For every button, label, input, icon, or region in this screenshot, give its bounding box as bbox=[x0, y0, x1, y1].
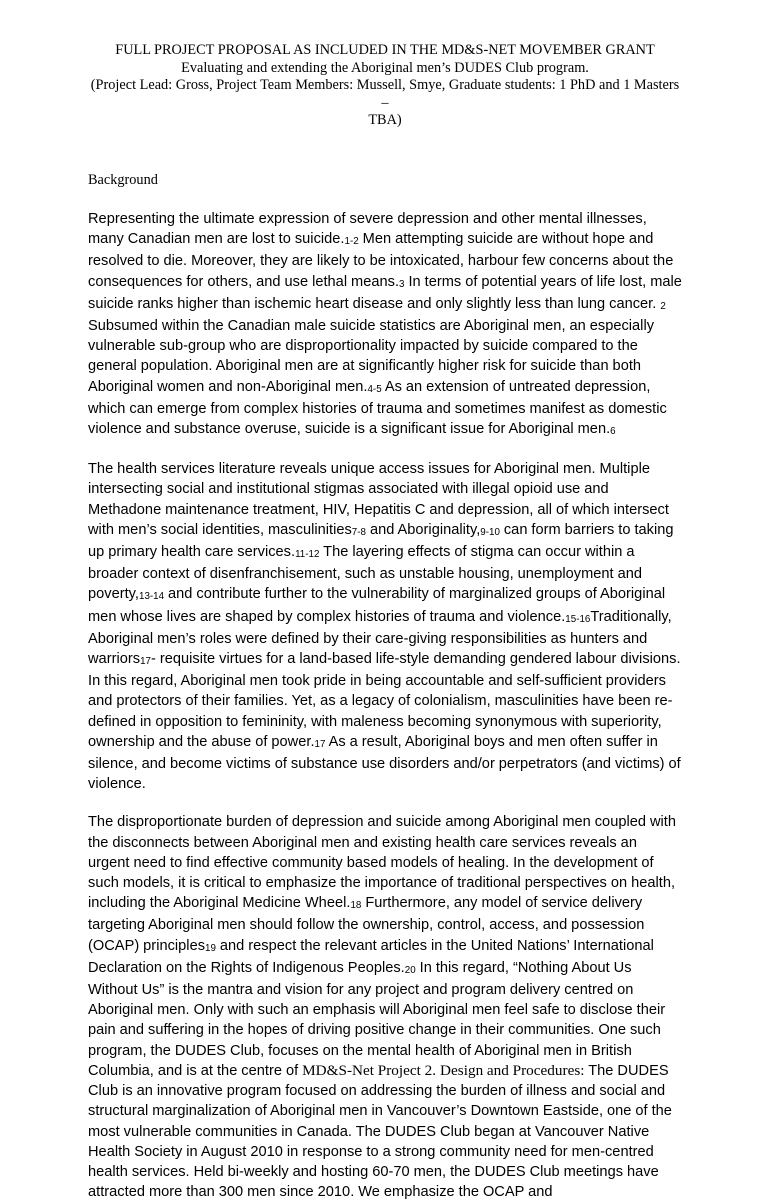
par1-text-5: As an extension of untreated depression, which can emerge from complex histories of trauma and sometimes manifest as domestic violence and substance overuse, suicide is a significant issue for Aboriginal men. bbox=[88, 378, 667, 437]
par1-text-1: Representing the ultimate expression of severe depression and other mental illnesses, many Canadian men are lost to suicide. bbox=[88, 210, 647, 248]
par1-text-2: Men attempting suicide are without hope and resolved to die. Moreover, they are likely to be intoxicated, harbour few concerns about the consequences for others, and use lethal means. bbox=[88, 231, 674, 290]
paragraph-1 bbox=[88, 209, 682, 441]
par2-text-1: The health services literature reveals unique access issues for Aboriginal men. Multiple intersecting social and institutional stigmas associated with illegal opioid use and Methadone maintenance treatment, HIV, Hepatitis C and depression, all of which intersect with men’s social identities, masculinities bbox=[88, 461, 669, 538]
serif-run-design-procedures: Design and Procedures: bbox=[440, 1061, 585, 1079]
par3-text-5: The DUDES Club is an innovative program focused on addressing the burden of illness and social and structural marginalization of Aboriginal men in Vancouver’s Downtown Eastside, one of the most vulnerable communities in Canada. The DUDES Club began at Vancouver Native Health Society in August 2010 in response to a strong community need for men-centred health services. Held bi-weekly and hosting 60-70 men, the DUDES Club meetings have attracted more than 300 men since 2010. We emphasize the OCAP and bbox=[88, 1062, 672, 1201]
par2-text-6: Traditionally, Aboriginal men’s roles were defined by their care-giving responsibilities as hunters and warriors bbox=[88, 608, 672, 668]
document-header bbox=[88, 42, 682, 130]
par2-text-3: can form barriers to taking up primary health care services. bbox=[88, 521, 674, 561]
citation-marker: 19 bbox=[205, 942, 216, 954]
par2-text-4: The layering effects of stigma can occur within a broader context of disenfranchisement, such as unstable housing, unemployment and poverty, bbox=[88, 544, 642, 603]
citation-marker: 1-2 bbox=[344, 236, 359, 248]
header-line-2: Evaluating and extending the Aboriginal men’s DUDES Club program. bbox=[181, 59, 589, 76]
section-heading-background: Background bbox=[88, 171, 158, 188]
citation-marker: 2 bbox=[660, 300, 666, 312]
par1-text-3: In terms of potential years of life lost, male suicide ranks higher than ischemic heart disease and only slightly less than lung cancer. bbox=[88, 273, 682, 312]
header-line-3: (Project Lead: Gross, Project Team Members: Mussell, Smye, Graduate students: 1 PhD and 1 Masters – bbox=[90, 77, 680, 111]
par1-text-4: Subsumed within the Canadian male suicide statistics are Aboriginal men, an especially vulnerable sub-group who are disproportionality impacted by suicide compared to the general population. Aboriginal men are at significantly higher risk for suicide than both Aboriginal women and non-Aboriginal men. bbox=[88, 317, 655, 395]
citation-marker: 18 bbox=[350, 900, 362, 912]
par3-text-4: In this regard, “Nothing About Us Without Us” is the mantra and vision for any project and program delivery centred on Aboriginal men. Only with such an emphasis will Aboriginal men feel safe to disclose their pain and suffering in the hopes of driving positive change in their communities. One such program, the DUDES Club, focuses on the mental health of Aboriginal men in British Columbia, and is at the centre of bbox=[88, 959, 666, 1079]
par3-text-2: Furthermore, any model of service delivery targeting Aboriginal men should follow the ownership, control, access, and possession (OCAP) principles bbox=[88, 895, 645, 954]
par2-text-7: - requisite virtues for a land-based life-style demanding gendered labour divisions. In this regard, Aboriginal men took pride in being accountable and self-sufficient providers and protectors of their families. Yet, as a legacy of colonialism, masculinities have been re-defined in opposition to femininity, with maleness becoming synonymous with superiority, ownership and the abuse of power. bbox=[88, 651, 681, 750]
citation-marker: 11-12 bbox=[295, 549, 320, 561]
citation-marker: 15-16 bbox=[565, 613, 591, 625]
citation-marker: 3 bbox=[399, 278, 405, 290]
citation-marker: 7-8 bbox=[351, 526, 366, 538]
citation-marker: 4-5 bbox=[367, 383, 382, 395]
citation-marker: 13-14 bbox=[139, 591, 165, 603]
citation-marker: 17 bbox=[314, 738, 326, 750]
par2-text-2: and Aboriginality, bbox=[365, 521, 481, 538]
header-spacer bbox=[88, 130, 682, 172]
citation-marker: 9-10 bbox=[480, 526, 500, 538]
serif-run-project-ref: MD&S-Net Project 2. bbox=[302, 1061, 437, 1079]
header-line-1: FULL PROJECT PROPOSAL AS INCLUDED IN THE MD&S-NET MOVEMBER GRANT bbox=[115, 42, 655, 58]
par2-text-5: and contribute further to the vulnerability of marginalized groups of Aboriginal men whose lives are shaped by complex histories of trauma and violence. bbox=[88, 586, 666, 625]
paragraph-2 bbox=[88, 459, 682, 794]
citation-marker: 6 bbox=[610, 426, 616, 437]
document-content bbox=[88, 42, 682, 1202]
header-line-4: TBA) bbox=[368, 112, 402, 129]
par2-text-8: As a result, Aboriginal boys and men often suffer in silence, and become victims of substance use disorders and/or perpetrators (and victims) of violence. bbox=[88, 733, 681, 793]
par3-text-3: and respect the relevant articles in the United Nations’ International Declaration on the Rights of Indigenous Peoples. bbox=[88, 937, 654, 976]
par3-text-1: The disproportionate burden of depression and suicide among Aboriginal men coupled with the disconnects between Aboriginal men and existing health care services reveals an urgent need to find effective community based models of healing. In the development of such models, it is critical to emphasize the importance of traditional perspectives on health, including the Aboriginal Medicine Wheel. bbox=[88, 814, 677, 912]
citation-marker: 20 bbox=[404, 964, 416, 976]
citation-marker: 17 bbox=[140, 656, 151, 668]
paragraph-3 bbox=[88, 812, 682, 1202]
